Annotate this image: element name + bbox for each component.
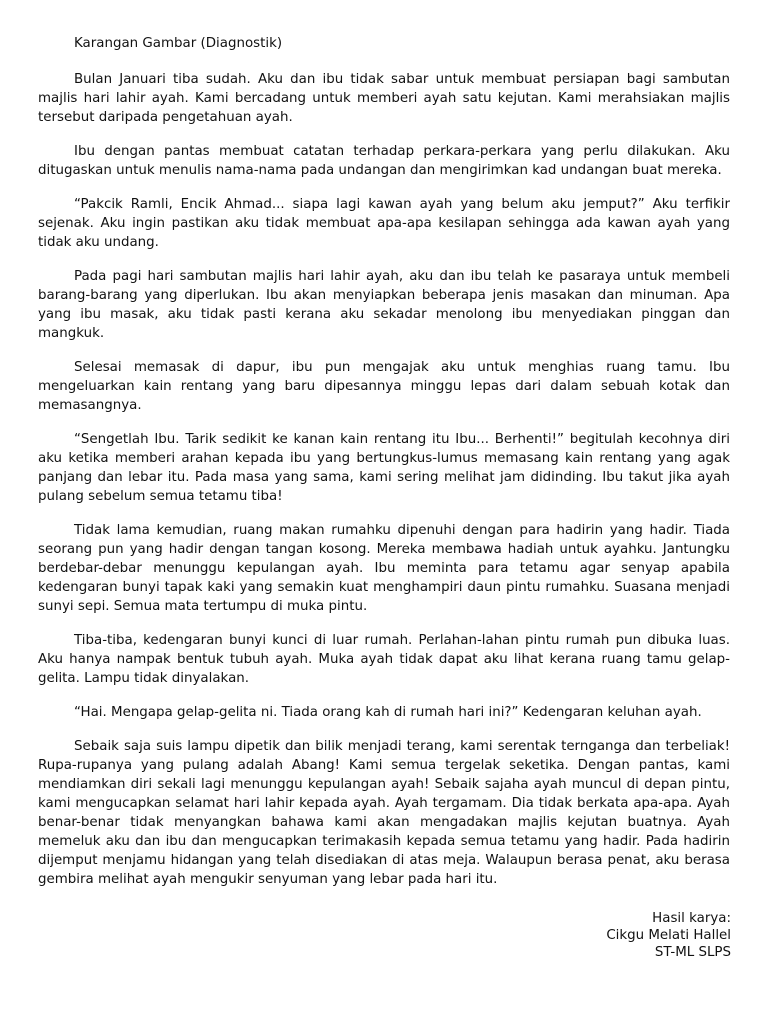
paragraph: “Sengetlah Ibu. Tarik sedikit ke kanan kain rentang itu Ibu... Berhenti!” begitulah kecohnya diri aku ketika memberi arahan kepada ibu yang bertungkus-lumus memasang kain rentang yang agak panjang dan lebar itu. Pada masa yang sama, kami sering melihat jam didinding. Ibu takut jika ayah pulang sebelum semua tetamu tiba! — [38, 432, 730, 504]
paragraph: Bulan Januari tiba sudah. Aku dan ibu tidak sabar untuk membuat persiapan bagi sambutan majlis hari lahir ayah. Kami bercadang untuk memberi ayah satu kejutan. Kami merahsiakan majlis tersebut daripada pengetahuan ayah. — [38, 72, 730, 125]
paragraph: Ibu dengan pantas membuat catatan terhadap perkara-perkara yang perlu dilakukan. Aku ditugaskan untuk menulis nama-nama pada undangan dan mengirimkan kad undangan buat mereka. — [38, 144, 730, 178]
document-body — [38, 70, 730, 889]
signature-label: Hasil karya: — [652, 911, 731, 926]
signature-name: Cikgu Melati Hallel — [606, 928, 731, 943]
paragraph: Pada pagi hari sambutan majlis hari lahir ayah, aku dan ibu telah ke pasaraya untuk membeli barang-barang yang diperlukan. Ibu akan menyiapkan beberapa jenis masakan dan minuman. Apa yang ibu masak, aku tidak pasti kerana aku sekadar menolong ibu menyediakan pinggan dan mangkuk. — [38, 269, 730, 341]
signature-block — [606, 910, 731, 961]
paragraph: Selesai memasak di dapur, ibu pun mengajak aku untuk menghias ruang tamu. Ibu mengeluarkan kain rentang yang baru dipesannya minggu lepas dari dalam sebuah kotak dan memasangnya. — [38, 360, 730, 413]
paragraph: Tidak lama kemudian, ruang makan rumahku dipenuhi dengan para hadirin yang hadir. Tiada seorang pun yang hadir dengan tangan kosong. Mereka membawa hadiah untuk ayahku. Jantungku berdebar-debar menunggu kepulangan ayah. Ibu meminta para tetamu agar senyap apabila kedengaran bunyi tapak kaki yang semakin kuat menghampiri daun pintu rumahku. Suasana menjadi sunyi sepi. Semua mata tertumpu di muka pintu. — [38, 523, 730, 614]
signature-org: ST-ML SLPS — [654, 945, 731, 960]
paragraph: “Hai. Mengapa gelap-gelita ni. Tiada orang kah di rumah hari ini?” Kedengaran keluhan ayah. — [74, 705, 702, 720]
paragraph: Tiba-tiba, kedengaran bunyi kunci di luar rumah. Perlahan-lahan pintu rumah pun dibuka luas. Aku hanya nampak bentuk tubuh ayah. Muka ayah tidak dapat aku lihat kerana ruang tamu gelap-gelita. Lampu tidak dinyalakan. — [38, 633, 730, 686]
paragraph: “Pakcik Ramli, Encik Ahmad... siapa lagi kawan ayah yang belum aku jemput?” Aku terfikir sejenak. Aku ingin pastikan aku tidak membuat apa-apa kesilapan sehingga ada kawan ayah yang tidak aku undang. — [38, 197, 730, 250]
paragraph: Sebaik saja suis lampu dipetik dan bilik menjadi terang, kami serentak ternganga dan terbeliak! Rupa-rupanya yang pulang adalah Abang! Kami semua tergelak seketika. Dengan pantas, kami mendiamkan diri sekali lagi menunggu kepulangan ayah! Sebaik sajaha ayah muncul di depan pintu, kami mengucapkan selamat hari lahir kepada ayah. Ayah tergamam. Dia tidak berkata apa-apa. Ayah benar-benar tidak menyangkan bahawa kami akan mengadakan majlis kejutan buatnya. Ayah memeluk aku dan ibu dan mengucapkan terimakasih kepada semua tetamu yang hadir. Pada hadirin dijemput menjamu hidangan yang telah disediakan di atas meja. Walaupun berasa penat, aku berasa gembira melihat ayah mengukir senyuman yang lebar pada hari itu. — [38, 739, 730, 887]
document-title: Karangan Gambar (Diagnostik) — [74, 36, 283, 51]
